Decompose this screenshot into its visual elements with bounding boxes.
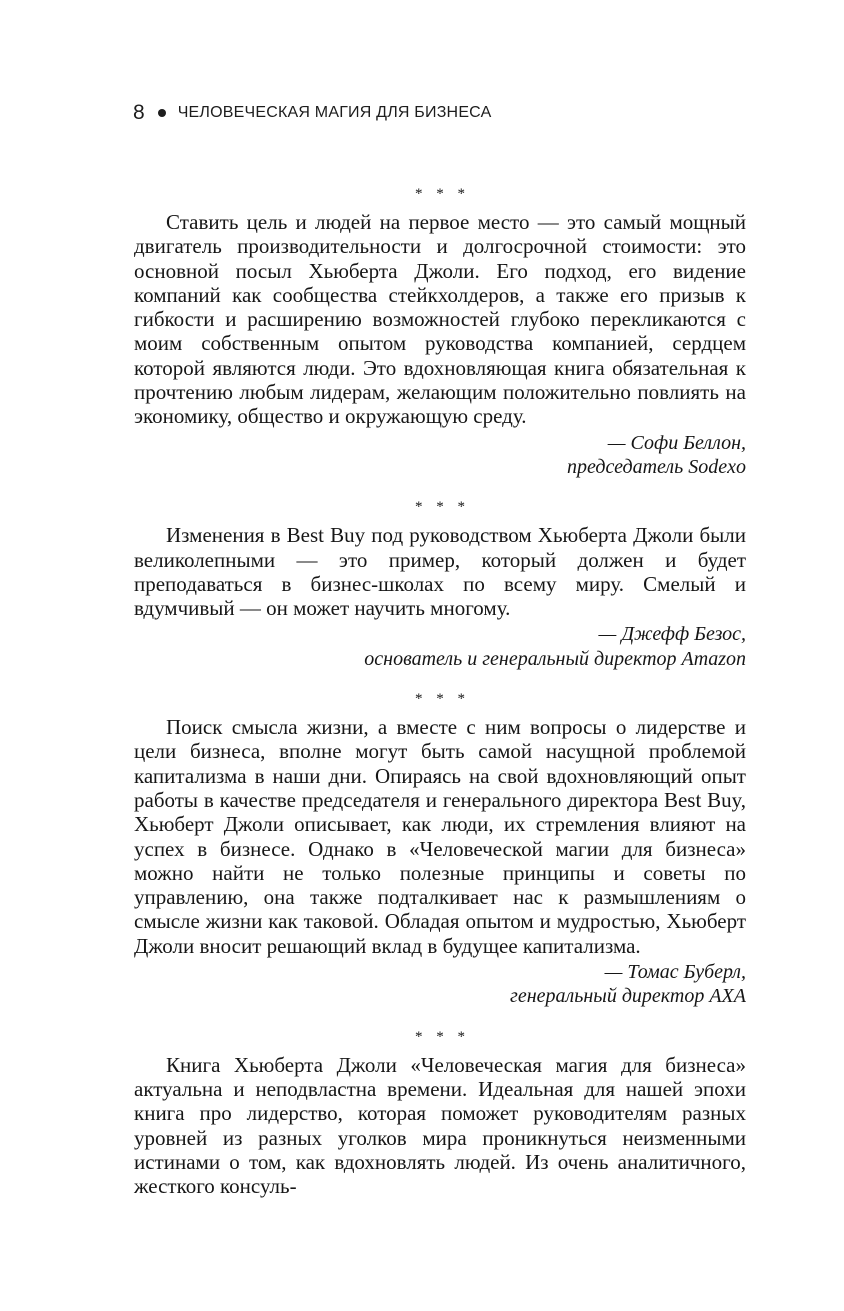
quote-author: — Софи Беллон, xyxy=(607,431,746,454)
quote-author-role: председатель Sodexo xyxy=(566,455,746,478)
quote-attribution xyxy=(134,431,746,480)
section-separator: * * * xyxy=(415,186,470,202)
quote-author-role: основатель и генеральный директор Amazon xyxy=(364,647,746,670)
section-separator: * * * xyxy=(415,499,470,516)
section-separator: * * * xyxy=(415,691,470,708)
running-title: ЧЕЛОВЕЧЕСКАЯ МАГИЯ ДЛЯ БИЗНЕСА xyxy=(177,104,492,121)
quote-author-role: генеральный директор AXA xyxy=(510,985,746,1008)
quote-text: Ставить цель и людей на первое место — это самый мощный двигатель производительности и долгосрочной стоимости: это основной посыл Хьюберта Джоли. Его подход, его видение компаний как сообщества стейкхолдеров, а также его призыв к гибкости и расширению возможностей глубоко перекликаются с моим собственным опытом руководства компанией, сердцем которой являются люди. Это вдохновляющая книга обязательная к прочтению любым лидерам, желающим положительно повлиять на экономику, общество и окружающую среду. xyxy=(134,210,746,429)
quote-author: — Джефф Безос, xyxy=(598,623,746,646)
quote-text: Изменения в Best Buy под руководством Хьюберта Джоли были великолепными — это пример, который должен и будет преподаваться в бизнес-школах по всему миру. Смелый и вдумчивый — он может научить многому. xyxy=(134,523,746,621)
quote-attribution xyxy=(134,622,746,671)
page-number: 8 xyxy=(133,101,145,124)
quote-attribution xyxy=(134,960,746,1009)
quote-author: — Томас Буберл, xyxy=(604,961,746,984)
page-body xyxy=(134,178,746,1198)
quote-text: Поиск смысла жизни, а вместе с ним вопросы о лидерстве и цели бизнеса, вполне могут быть самой насущной проблемой капитализма в наши дни. Опираясь на свой вдохновляющий опыт работы в качестве председателя и генерального директора Best Buy, Хьюберт Джоли описывает, как люди, их стремления влияют на успех в бизнесе. Однако в «Человеческой магии для бизнеса» можно найти не только полезные принципы и советы по управлению, она также подталкивает нас к размышлениям о смысле жизни как таковой. Обладая опытом и мудростью, Хьюберт Джоли вносит решающий вклад в будущее капитализма. xyxy=(134,715,746,958)
quote-text: Книга Хьюберта Джоли «Человеческая магия для бизнеса» актуальна и неподвластна времени. Идеальная для нашей эпохи книга про лидерство, которая поможет руководителям разных уровней из разных уголков мира проникнуться неизменными истинами о том, как вдохновлять людей. Из очень аналитичного, жесткого консуль- xyxy=(134,1052,746,1199)
section-separator: * * * xyxy=(415,1028,470,1045)
running-header xyxy=(133,98,491,128)
bullet-dot-icon xyxy=(158,109,166,117)
